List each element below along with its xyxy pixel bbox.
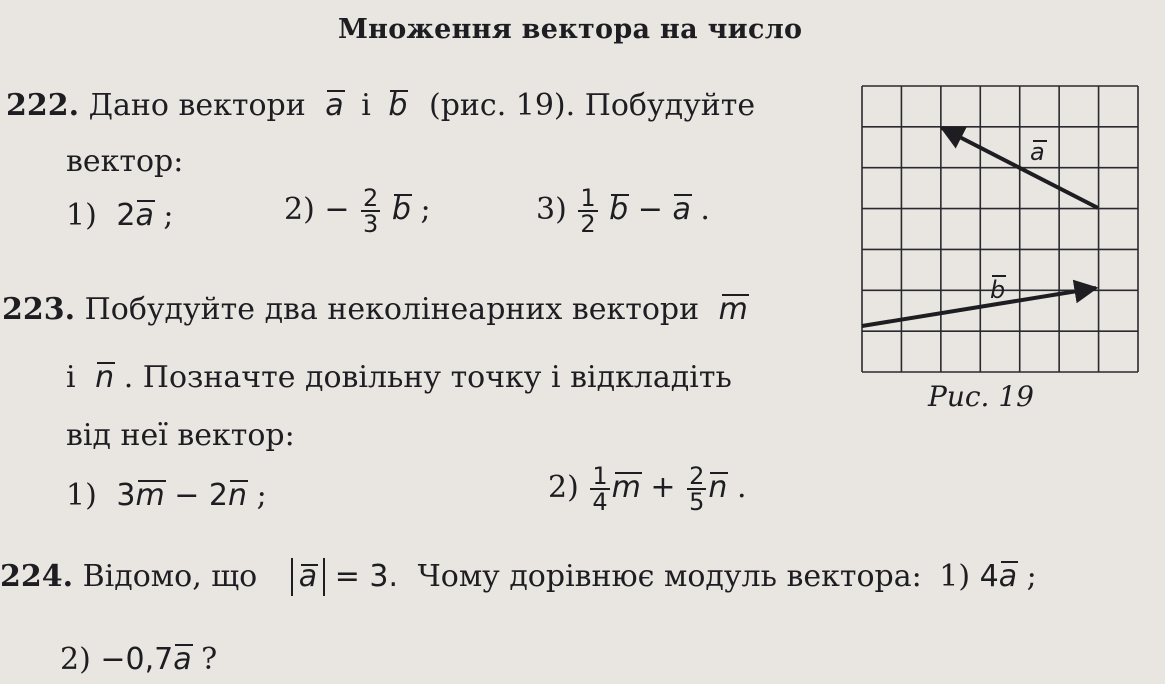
punct: ;	[420, 192, 431, 227]
denominator: 3	[363, 210, 379, 238]
vector-b-arrow	[862, 288, 1096, 326]
item-index: 1)	[66, 478, 97, 513]
vector-a: a	[135, 198, 154, 233]
numerator: 2	[689, 462, 705, 490]
vector-n: n	[708, 470, 728, 505]
fraction	[361, 186, 380, 236]
problem-223-item1	[66, 478, 267, 513]
coef: 2	[116, 198, 136, 233]
vector-a: a	[298, 559, 318, 594]
vector-m: m	[135, 478, 165, 513]
minus: −	[637, 192, 663, 227]
plus: +	[650, 470, 676, 505]
vector-b: b	[388, 88, 408, 123]
figure-caption: Рис. 19	[928, 380, 1034, 413]
vector-a: a	[325, 88, 344, 123]
equals-three: = 3.	[334, 559, 399, 594]
vector-m: m	[718, 292, 748, 327]
punct: ?	[201, 642, 218, 677]
problem-222-item1	[66, 198, 173, 233]
numerator: 1	[580, 184, 596, 212]
problem-224-text1: Відомо, що	[82, 559, 258, 594]
fraction	[578, 186, 597, 236]
problem-222-number: 222.	[6, 88, 80, 123]
coef: 3	[116, 478, 136, 513]
vector-m: m	[611, 470, 641, 505]
problem-222-text3: вектор:	[66, 144, 184, 179]
vector-b: b	[391, 192, 411, 227]
denominator: 4	[592, 488, 608, 516]
problem-222-text2: (рис. 19). Побудуйте	[428, 88, 756, 123]
problem-223-item2	[548, 464, 746, 514]
vector-n: n	[228, 478, 248, 513]
conj-and: і	[361, 88, 371, 123]
denominator: 5	[689, 488, 705, 516]
punct: ;	[256, 478, 267, 513]
punct: .	[736, 470, 747, 505]
punct: ;	[163, 198, 174, 233]
problem-223-number: 223.	[2, 292, 76, 327]
punct: ;	[1026, 559, 1037, 594]
absolute-value	[291, 558, 325, 596]
coef: −0,7	[100, 642, 174, 677]
problem-223-text1: Побудуйте два неколінеарних вектори	[84, 292, 700, 327]
vector-n: n	[95, 360, 115, 395]
problem-223-line1	[2, 292, 748, 327]
coef: 4	[979, 559, 999, 594]
page-title: Множення вектора на число	[338, 14, 803, 45]
vector-a: a	[998, 559, 1018, 594]
item-index: 3)	[536, 192, 567, 227]
conj-and: і	[66, 360, 76, 395]
problem-223-text3: від неї вектор:	[66, 418, 295, 453]
item-index: 2)	[60, 642, 91, 677]
item-index: 1)	[66, 198, 97, 233]
grid-lines	[862, 86, 1138, 372]
problem-224-text2: Чому дорівнює модуль вектора:	[417, 559, 922, 594]
coef: 2	[208, 478, 228, 513]
problem-223-text2: . Позначте довільну точку і відкладіть	[123, 360, 732, 395]
denominator: 2	[580, 210, 596, 238]
punct: .	[700, 192, 710, 227]
problem-222-line1	[6, 88, 755, 123]
fraction	[687, 464, 706, 514]
numerator: 1	[592, 462, 608, 490]
problem-224-number: 224.	[0, 559, 74, 594]
vector-b: b	[609, 192, 629, 227]
problem-222-item2	[284, 186, 431, 236]
label-b: b	[990, 276, 1006, 304]
minus: −	[174, 478, 200, 513]
item-index: 2)	[548, 470, 579, 505]
label-a: a	[1030, 138, 1045, 166]
item-index: 2)	[284, 192, 315, 227]
fraction	[590, 464, 609, 514]
problem-224-line1	[0, 558, 1037, 596]
problem-222-text1: Дано вектори	[88, 88, 306, 123]
problem-223-line2	[66, 360, 732, 395]
problem-222-item3	[536, 186, 710, 236]
vector-a: a	[173, 642, 192, 677]
sign: −	[324, 192, 350, 227]
problem-224-line2	[60, 642, 217, 677]
vector-a: a	[672, 192, 691, 227]
item-index: 1)	[939, 559, 971, 594]
figure-19-grid	[860, 84, 1140, 374]
numerator: 2	[363, 184, 379, 212]
